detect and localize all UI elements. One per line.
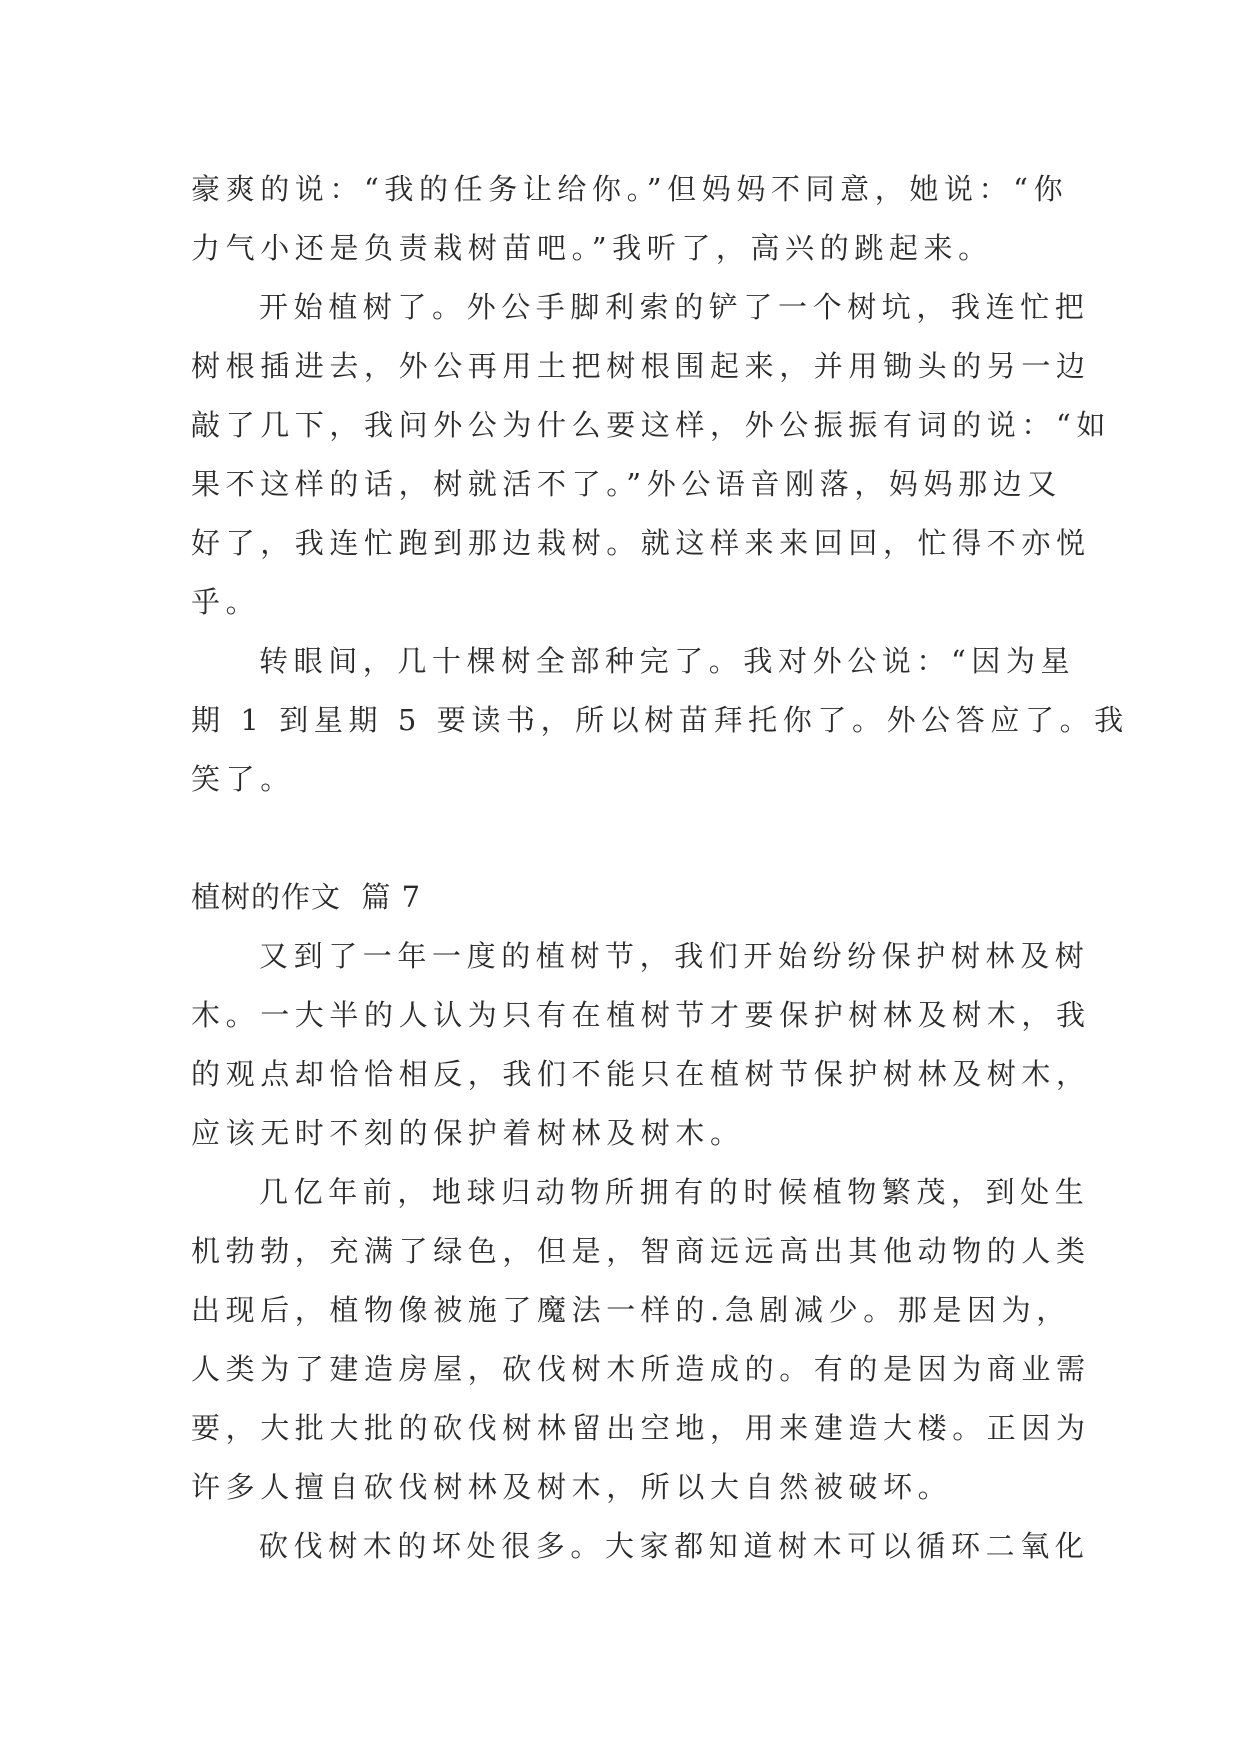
text-line: 期 1 到星期 5 要读书，所以树苗拜托你了。外公答应了。我 [191,703,1129,737]
text-line: 出现后，植物像被施了魔法一样的.急剧减少。那是因为， [191,1293,1071,1327]
text-line: 笑了。 [191,762,295,796]
text-line: 木。一大半的人认为只有在植树节才要保护树林及树木，我 [191,998,1091,1032]
blank-line [191,809,1051,868]
text-line: 机勃勃，充满了绿色，但是，智商远远高出其他动物的人类 [191,1234,1091,1268]
text-line: 又到了一年一度的植树节，我们开始纷纷保护树林及树 [259,939,1090,973]
text-line: 应该无时不刻的保护着树林及树木。 [191,1116,745,1150]
text-line: 要，大批大批的砍伐树林留出空地，用来建造大楼。正因为 [191,1411,1091,1445]
text-line: 转眼间，几十棵树全部种完了。我对外公说：“因为星 [259,644,1076,678]
paragraph [191,927,1091,1163]
text-line: 树根插进去，外公再用土把树根围起来，并用锄头的另一边 [191,349,1091,383]
text-line: 开始植树了。外公手脚利索的铲了一个树坑，我连忙把 [259,290,1090,324]
paragraph [191,632,1129,809]
paragraph [191,160,1069,278]
text-line: 人类为了建造房屋，砍伐树木所造成的。有的是因为商业需 [191,1352,1091,1386]
text-line: 力气小还是负责栽树苗吧。”我听了，高兴的跳起来。 [191,231,993,265]
essay-heading: 植树的作文 篇 7 [191,880,422,914]
document-body [191,160,1129,1576]
text-line: 几亿年前，地球归动物所拥有的时候植物繁茂，到处生 [259,1175,1090,1209]
text-line: 敲了几下，我问外公为什么要这样，外公振振有词的说：“如 [191,408,1112,442]
text-line: 砍伐树木的坏处很多。大家都知道树木可以循环二氧化 [259,1529,1090,1563]
text-line: 好了，我连忙跑到那边栽树。就这样来来回回，忙得不亦悦 [191,526,1091,560]
text-line: 的观点却恰恰相反，我们不能只在植树节保护树林及树木， [191,1057,1091,1091]
paragraph [191,1517,1090,1576]
paragraph [191,278,1112,632]
text-line: 果不这样的话，树就活不了。”外公语音刚落，妈妈那边又 [191,467,1062,501]
text-line: 许多人擅自砍伐树林及树木，所以大自然被破坏。 [191,1470,953,1504]
text-line: 乎。 [191,585,261,619]
text-line: 豪爽的说：“我的任务让给你。”但妈妈不同意，她说：“你 [191,172,1069,206]
paragraph [191,1163,1091,1517]
